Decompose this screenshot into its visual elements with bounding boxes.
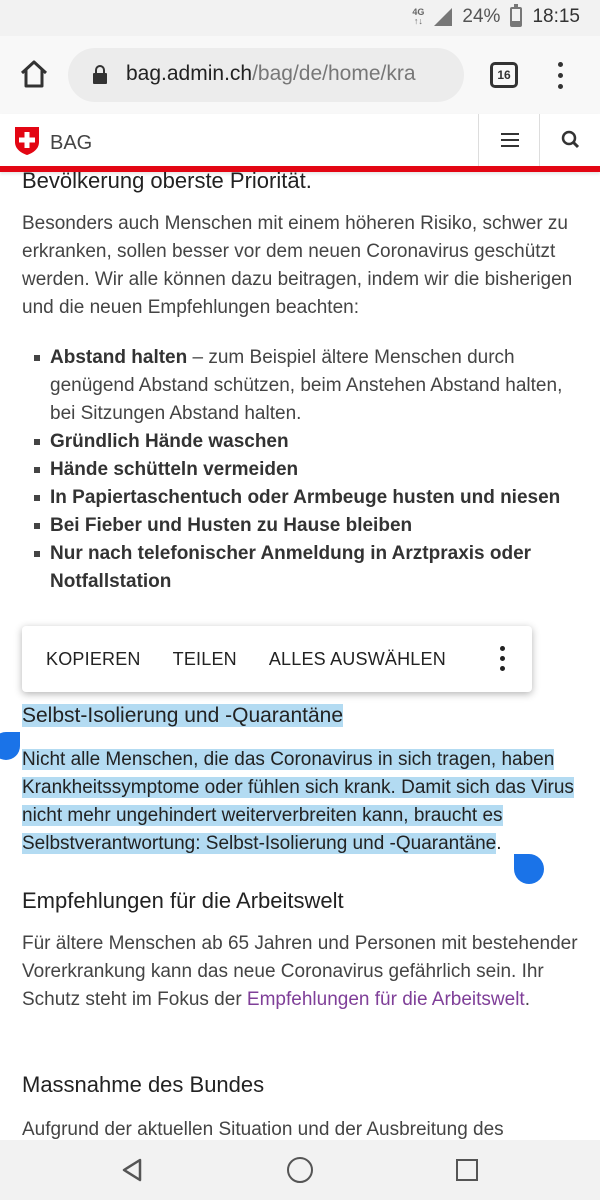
home-icon[interactable]	[18, 58, 50, 90]
lock-icon	[92, 65, 108, 85]
selection-handle-start[interactable]	[0, 732, 20, 760]
site-header	[0, 114, 600, 172]
address-bar[interactable]	[68, 48, 464, 102]
more-vert-icon[interactable]	[498, 646, 506, 674]
section-heading-partial: Bevölkerung oberste Priorität.	[22, 172, 312, 193]
network-type: 4G	[412, 7, 425, 17]
clock: 18:15	[532, 6, 580, 27]
bund-paragraph: Aufgrund der aktuellen Situation und der Ausbreitung des	[22, 1119, 504, 1140]
battery-percent: 24%	[462, 6, 501, 27]
browser-toolbar	[0, 36, 600, 114]
tabs-icon[interactable]	[490, 62, 518, 88]
heading-bund: Massnahme des Bundes	[22, 1072, 265, 1097]
back-icon[interactable]	[120, 1158, 144, 1182]
network-indicator	[412, 8, 424, 26]
status-bar	[0, 0, 600, 36]
selected-heading[interactable]: Selbst-Isolierung und -Quarantäne	[22, 704, 344, 727]
url-host: bag.admin.ch	[126, 62, 253, 85]
text-selection-menu	[22, 626, 532, 692]
url-path: /bag/de/home/kra	[252, 62, 416, 85]
list-item: Hände schütteln vermeiden	[50, 456, 570, 484]
status-icons	[412, 6, 580, 28]
overflow-menu-icon[interactable]	[552, 60, 568, 90]
select-all-button[interactable]: ALLES AUSWÄHLEN	[268, 648, 446, 669]
recents-icon[interactable]	[456, 1159, 478, 1181]
list-item: Bei Fieber und Husten zu Hause bleiben	[50, 512, 570, 540]
signal-icon	[434, 8, 452, 26]
swiss-flag-icon[interactable]	[14, 126, 40, 156]
hamburger-menu-icon[interactable]	[478, 114, 540, 166]
data-arrows-icon: ↑↓	[413, 16, 423, 26]
list-item: Gründlich Hände waschen	[50, 428, 570, 456]
list-item: Abstand halten – zum Beispiel ältere Menschen durch genügend Abstand schützen, beim Anstehen Abstand halten, bei Sitzungen Abstand halten.	[50, 344, 570, 428]
home-circle-icon[interactable]	[287, 1157, 313, 1183]
site-brand[interactable]: BAG	[50, 132, 93, 154]
intro-paragraph: Besonders auch Menschen mit einem höheren Risiko, schwer zu erkranken, sollen besser vor dem neuen Coronavirus geschützt werden. Wir alle können dazu beitragen, indem wir die bisherigen und die neuen Empfehlungen beachten:	[22, 213, 573, 318]
share-button[interactable]: TEILEN	[172, 648, 237, 669]
system-nav-bar	[0, 1140, 600, 1200]
selection-handle-end[interactable]	[514, 854, 544, 884]
arbeitswelt-paragraph: Für ältere Menschen ab 65 Jahren und Personen mit bestehender Vorerkrankung kann das neue Coronavirus gefährlich sein. Ihr Schutz steht im Fokus der Empfehlungen für die Arbeitswelt.	[22, 933, 578, 1010]
tab-count: 16	[497, 68, 511, 82]
battery-icon	[510, 7, 522, 27]
recommendations-list	[50, 344, 570, 596]
selected-paragraph[interactable]: Nicht alle Menschen, die das Coronavirus in sich tragen, haben Krankheitssymptome oder fühlen sich krank. Damit sich das Virus nicht mehr ungehindert weiterverbreiten kann, braucht es Selbstverantwortung: Selbst-Isolierung und -Quarantäne.	[22, 749, 574, 854]
list-item: Nur nach telefonischer Anmeldung in Arztpraxis oder Notfallstation	[50, 540, 570, 596]
arbeitswelt-link[interactable]: Empfehlungen für die Arbeitswelt	[246, 989, 525, 1010]
heading-arbeitswelt: Empfehlungen für die Arbeitswelt	[22, 888, 344, 913]
search-icon[interactable]	[540, 114, 600, 166]
list-item: In Papiertaschentuch oder Armbeuge husten und niesen	[50, 484, 570, 512]
url-text	[126, 62, 452, 86]
copy-button[interactable]: KOPIEREN	[46, 648, 141, 669]
